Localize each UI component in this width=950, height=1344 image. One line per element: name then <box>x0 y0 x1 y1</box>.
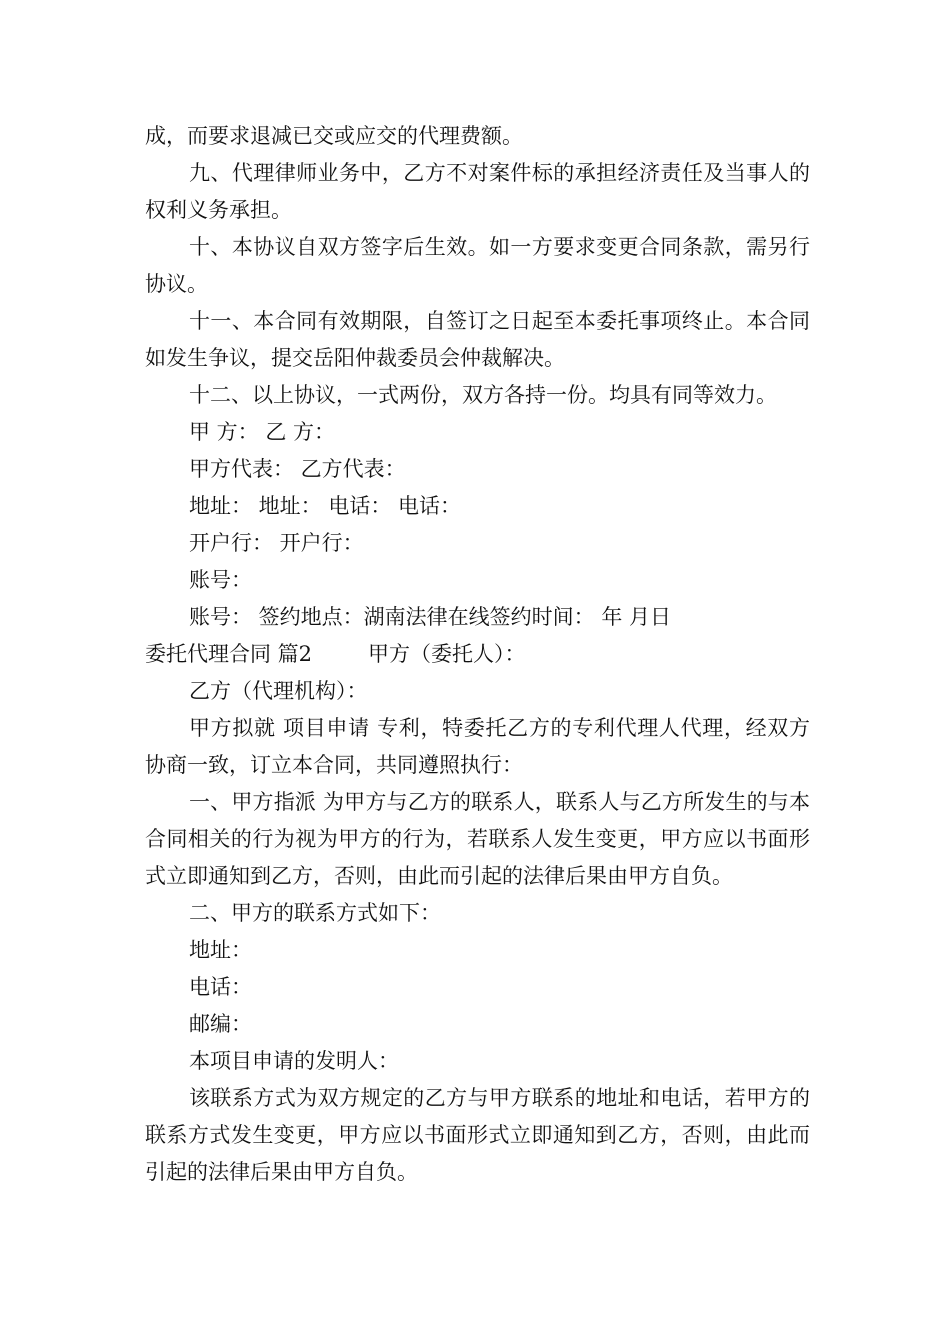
section-2-clause-2: 二、甲方的联系方式如下： <box>189 901 441 925</box>
section-2-address: 地址： <box>189 938 252 962</box>
signature-representatives: 甲方代表： 乙方代表： <box>189 457 406 481</box>
section-2-heading <box>145 636 810 673</box>
signature-place-time: 账号： 签约地点：湖南法律在线签约时间： 年 月日 <box>189 605 672 629</box>
section-2-inventor: 本项目申请的发明人： <box>189 1049 399 1073</box>
section-2-party-b: 乙方（代理机构）： <box>189 679 368 703</box>
paragraph-clause-10: 十、本协议自双方签字后生效。如一方要求变更合同条款，需另行协议。 <box>145 235 810 296</box>
signature-bank: 开户行： 开户行： <box>189 531 364 555</box>
section-2-postcode: 邮编： <box>189 1012 252 1036</box>
section-2-party-a: 甲方（委托人）： <box>368 642 526 666</box>
signature-parties: 甲 方： 乙 方： <box>189 420 336 444</box>
paragraph-clause-12: 十二、以上协议，一式两份，双方各持一份。均具有同等效力。 <box>189 383 777 407</box>
section-2-intro: 甲方拟就 项目申请 专利，特委托乙方的专利代理人代理，经双方协商一致，订立本合同，共同遵照执行： <box>145 716 810 777</box>
section-2-title: 委托代理合同 篇2 <box>145 642 313 666</box>
section-2-phone: 电话： <box>189 975 252 999</box>
paragraph-clause-9: 九、代理律师业务中，乙方不对案件标的承担经济责任及当事人的权利义务承担。 <box>145 161 810 222</box>
signature-account: 账号： <box>189 568 252 592</box>
section-2-clause-1: 一、甲方指派 为甲方与乙方的联系人，联系人与乙方所发生的与本合同相关的行为视为甲方的行为，若联系人发生变更，甲方应以书面形式立即通知到乙方，否则，由此而引起的法律后果由甲方自负。 <box>145 790 810 888</box>
signature-address-phone: 地址： 地址： 电话： 电话： <box>189 494 462 518</box>
paragraph-clause-11: 十一、本合同有效期限，自签订之日起至本委托事项终止。本合同如发生争议，提交岳阳仲裁委员会仲裁解决。 <box>145 309 810 370</box>
section-2-contact-note: 该联系方式为双方规定的乙方与甲方联系的地址和电话，若甲方的联系方式发生变更，甲方应以书面形式立即通知到乙方，否则，由此而引起的法律后果由甲方自负。 <box>145 1086 810 1184</box>
paragraph-continuation: 成，而要求退减已交或应交的代理费额。 <box>145 124 523 148</box>
document-body <box>145 118 810 1191</box>
